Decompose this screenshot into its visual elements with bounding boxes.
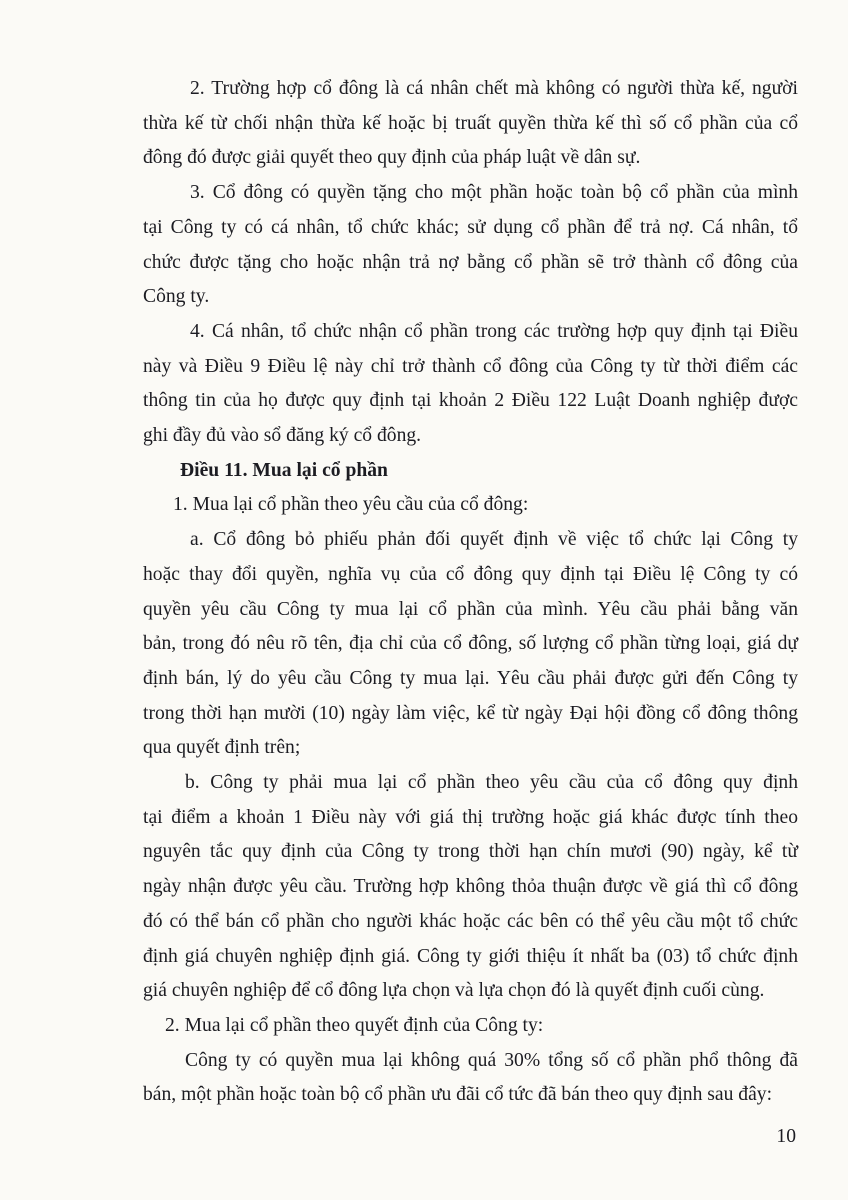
text-line: thừa kế từ chối nhận thừa kế hoặc bị truất quyền thừa kế thì số cổ phần của cổ [143, 112, 798, 134]
paragraph [143, 72, 798, 176]
text-line: bản, trong đó nêu rõ tên, địa chỉ của cổ đông, số lượng cổ phần từng loại, giá dự [143, 633, 798, 655]
paragraph [143, 1044, 798, 1113]
text-line: 2. Trường hợp cổ đông là cá nhân chết mà không có người thừa kế, người [190, 78, 798, 99]
paragraph [143, 523, 798, 766]
text-line: quyền yêu cầu Công ty mua lại cổ phần của mình. Yêu cầu phải bằng văn [143, 598, 798, 620]
text-line: b. Công ty phải mua lại cổ phần theo yêu cầu của cổ đông quy định [185, 772, 798, 794]
text-line: định bán, lý do yêu cầu Công ty mua lại. Yêu cầu phải được gửi đến Công ty [143, 667, 798, 689]
paragraph [143, 766, 798, 1009]
text-line: này và Điều 9 Điều lệ này chỉ trở thành cổ đông của Công ty từ thời điểm các [143, 355, 798, 377]
paragraph [143, 176, 798, 315]
text-line: 1. Mua lại cổ phần theo yêu cầu của cổ đông: [173, 494, 529, 516]
text-line: 3. Cổ đông có quyền tặng cho một phần hoặc toàn bộ cổ phần của mình [190, 182, 798, 204]
text-line: bán, một phần hoặc toàn bộ cổ phần ưu đãi cổ tức đã bán theo quy định sau đây: [143, 1084, 773, 1106]
text-line: tại Công ty có cá nhân, tổ chức khác; sử dụng cổ phần để trả nợ. Cá nhân, tổ [143, 216, 798, 238]
text-line: 2. Mua lại cổ phần theo quyết định của Công ty: [165, 1014, 544, 1036]
page-number: 10 [776, 1126, 796, 1147]
text-line: đó có thể bán cổ phần cho người khác hoặc các bên có thể yêu cầu một tổ chức [143, 910, 798, 932]
text-line: qua quyết định trên; [143, 737, 301, 759]
text-line: 4. Cá nhân, tổ chức nhận cổ phần trong các trường hợp quy định tại Điều [190, 320, 798, 342]
text-line: hoặc thay đổi quyền, nghĩa vụ của cổ đông quy định tại Điều lệ Công ty có [143, 563, 798, 585]
document-body [143, 72, 798, 1113]
paragraph [143, 488, 798, 523]
text-line: trong thời hạn mười (10) ngày làm việc, kể từ ngày Đại hội đồng cổ đông thông [143, 702, 798, 724]
text-line: a. Cổ đông bỏ phiếu phản đối quyết định về việc tổ chức lại Công ty [190, 529, 798, 551]
text-line: giá chuyên nghiệp để cổ đông lựa chọn và lựa chọn đó là quyết định cuối cùng. [143, 980, 765, 1002]
text-line: Điều 11. Mua lại cổ phần [180, 459, 388, 481]
paragraph [143, 1009, 798, 1044]
section-heading [143, 454, 798, 489]
text-line: chức được tặng cho hoặc nhận trả nợ bằng cổ phần sẽ trở thành cổ đông của [143, 251, 798, 273]
text-line: thông tin của họ được quy định tại khoản 2 Điều 122 Luật Doanh nghiệp được [143, 390, 798, 412]
paragraph [143, 315, 798, 454]
text-line: nguyên tắc quy định của Công ty trong thời hạn chín mươi (90) ngày, kể từ [143, 841, 798, 863]
text-line: ngày nhận được yêu cầu. Trường hợp không thỏa thuận được về giá thì cổ đông [143, 876, 798, 898]
text-line: Công ty. [143, 286, 210, 308]
text-line: tại điểm a khoản 1 Điều này với giá thị trường hoặc giá khác được tính theo [143, 806, 798, 828]
text-line: định giá chuyên nghiệp định giá. Công ty giới thiệu ít nhất ba (03) tổ chức định [143, 945, 798, 967]
text-line: ghi đầy đủ vào sổ đăng ký cổ đông. [143, 425, 422, 447]
text-line: Công ty có quyền mua lại không quá 30% tổng số cổ phần phổ thông đã [185, 1049, 798, 1071]
text-line: đông đó được giải quyết theo quy định của pháp luật về dân sự. [143, 147, 641, 169]
